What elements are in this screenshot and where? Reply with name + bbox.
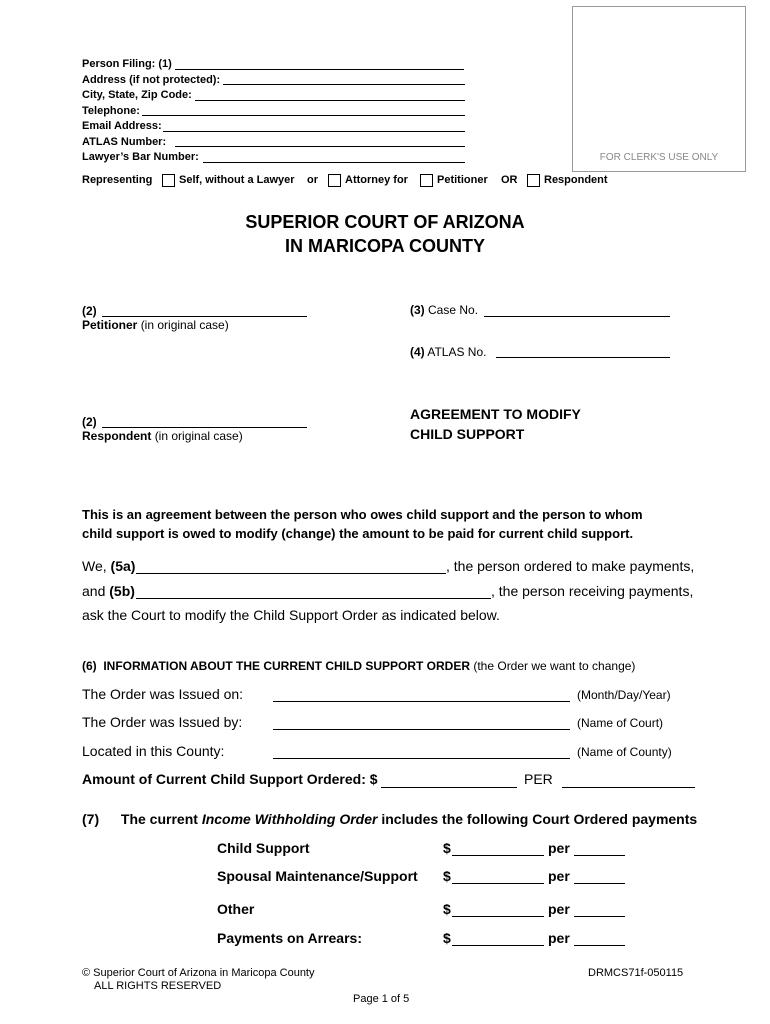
field-person-filing-label: Person Filing: (1): [82, 58, 172, 70]
field-telephone-label: Telephone:: [82, 104, 140, 117]
footer-copyright: © Superior Court of Arizona in Maricopa County: [82, 967, 315, 979]
section7-text-before: The current: [120, 811, 198, 827]
other-per-line[interactable]: [574, 916, 625, 917]
respondent-label: Respondent: [544, 174, 608, 186]
doc-title-line1: AGREEMENT TO MODIFY: [410, 406, 581, 422]
atlas-number-line[interactable]: [496, 357, 670, 358]
or-label-2: OR: [501, 174, 518, 186]
child-support-per: per: [548, 840, 570, 856]
respondent-note: (in original case): [154, 429, 243, 443]
field-city-line[interactable]: [195, 100, 465, 101]
or-label: or: [307, 174, 318, 186]
section7-text-after: includes the following Court Ordered payments: [381, 811, 698, 827]
case-num: (3): [410, 303, 425, 317]
petitioner-name-line[interactable]: [102, 316, 307, 317]
child-support-per-line[interactable]: [574, 855, 625, 856]
section7-text-italic: Income Withholding Order: [201, 811, 378, 827]
case-label: Case No.: [428, 303, 479, 317]
order-issued-on-line[interactable]: [273, 701, 570, 702]
spousal-per-line[interactable]: [574, 883, 625, 884]
self-label: Self, without a Lawyer: [179, 174, 295, 186]
child-support-label: Child Support: [217, 840, 310, 856]
clerk-use-box: [572, 6, 746, 172]
petitioner-num: (2): [82, 304, 97, 318]
respondent-num: (2): [82, 415, 97, 429]
field-address-label: Address (if not protected):: [82, 73, 221, 86]
arrears-label: Payments on Arrears:: [217, 930, 362, 946]
field-telephone-line[interactable]: [142, 115, 465, 116]
amount-line[interactable]: [381, 787, 517, 788]
order-issued-by-hint: (Name of Court): [577, 716, 664, 730]
other-label: Other: [217, 901, 255, 917]
county-line[interactable]: [273, 758, 570, 759]
spousal-amount-line[interactable]: [452, 883, 544, 884]
other-amount-line[interactable]: [452, 916, 544, 917]
child-support-amount-line[interactable]: [452, 855, 544, 856]
field-atlas-line[interactable]: [175, 146, 465, 147]
court-title-line2: IN MARICOPA COUNTY: [285, 236, 485, 256]
per-label: PER: [524, 771, 553, 787]
self-checkbox[interactable]: [162, 174, 175, 187]
field-atlas-label: ATLAS Number:: [82, 135, 167, 148]
attorney-label: Attorney for: [345, 174, 408, 186]
field-person-filing-line[interactable]: [175, 69, 464, 70]
per-line[interactable]: [562, 787, 695, 788]
petitioner-label: Petitioner: [82, 318, 138, 332]
respondent-checkbox[interactable]: [527, 174, 540, 187]
county-hint: (Name of County): [577, 745, 672, 759]
county-label: Located in this County:: [82, 743, 225, 759]
section7-heading: [82, 811, 697, 827]
field-bar-number-line[interactable]: [203, 162, 465, 163]
field-email-line[interactable]: [163, 131, 465, 132]
order-issued-by-label: The Order was Issued by:: [82, 714, 243, 730]
atlas-num: (4): [410, 345, 425, 359]
section6-heading: [82, 659, 635, 673]
arrears-per: per: [548, 930, 570, 946]
section6-title: INFORMATION ABOUT THE CURRENT CHILD SUPPORT ORDER: [103, 659, 470, 673]
intro-line1: This is an agreement between the person who owes child support and the person to whom: [82, 507, 643, 522]
footer-form-code: DRMCS71f-050115: [588, 967, 684, 979]
payee-name-line[interactable]: [136, 598, 491, 599]
atlas-label: ATLAS No.: [427, 345, 487, 359]
ask-court-text: ask the Court to modify the Child Support Order as indicated below.: [82, 607, 500, 623]
doc-title-line2: CHILD SUPPORT: [410, 426, 525, 442]
spousal-per: per: [548, 868, 570, 884]
section7-num: (7): [82, 811, 100, 827]
and-label: and: [82, 583, 106, 599]
arrears-per-line[interactable]: [574, 945, 625, 946]
order-issued-on-hint: (Month/Day/Year): [577, 688, 671, 702]
other-per: per: [548, 901, 570, 917]
payer-name-line[interactable]: [136, 573, 446, 574]
we-label: We,: [82, 558, 107, 574]
section6-note: (the Order we want to change): [473, 659, 636, 673]
respondent-label: Respondent: [82, 429, 152, 443]
spousal-label: Spousal Maintenance/Support: [217, 868, 418, 884]
arrears-amount-line[interactable]: [452, 945, 544, 946]
respondent-name-line[interactable]: [102, 427, 307, 428]
petitioner-label: Petitioner: [437, 174, 488, 186]
representing-label: Representing: [82, 174, 153, 186]
footer-page-number: Page 1 of 5: [353, 993, 410, 1005]
payer-desc: , the person ordered to make payments,: [446, 558, 695, 574]
intro-line2: child support is owed to modify (change) the amount to be paid for current child support.: [82, 526, 634, 541]
section6-num: (6): [82, 659, 97, 673]
field-email-label: Email Address:: [82, 120, 162, 132]
arrears-dollar: $: [443, 930, 451, 946]
court-title-line1: SUPERIOR COURT OF ARIZONA: [245, 212, 525, 232]
we-code: (5a): [110, 558, 136, 574]
other-dollar: $: [443, 901, 451, 917]
child-support-dollar: $: [443, 840, 451, 856]
footer-rights: ALL RIGHTS RESERVED: [94, 980, 222, 992]
field-address-line[interactable]: [223, 84, 465, 85]
field-city-label: City, State, Zip Code:: [82, 89, 192, 101]
spousal-dollar: $: [443, 868, 451, 884]
payee-desc: , the person receiving payments,: [491, 583, 694, 599]
order-issued-by-line[interactable]: [273, 729, 570, 730]
clerk-use-label: FOR CLERK'S USE ONLY: [599, 152, 719, 163]
field-bar-number-label: Lawyer’s Bar Number:: [82, 151, 199, 163]
amount-label: Amount of Current Child Support Ordered: $: [82, 771, 378, 787]
petitioner-checkbox[interactable]: [420, 174, 433, 187]
order-issued-on-label: The Order was Issued on:: [82, 686, 244, 702]
and-code: (5b): [109, 583, 135, 599]
petitioner-note: (in original case): [140, 318, 229, 332]
attorney-checkbox[interactable]: [328, 174, 341, 187]
case-number-line[interactable]: [484, 316, 670, 317]
